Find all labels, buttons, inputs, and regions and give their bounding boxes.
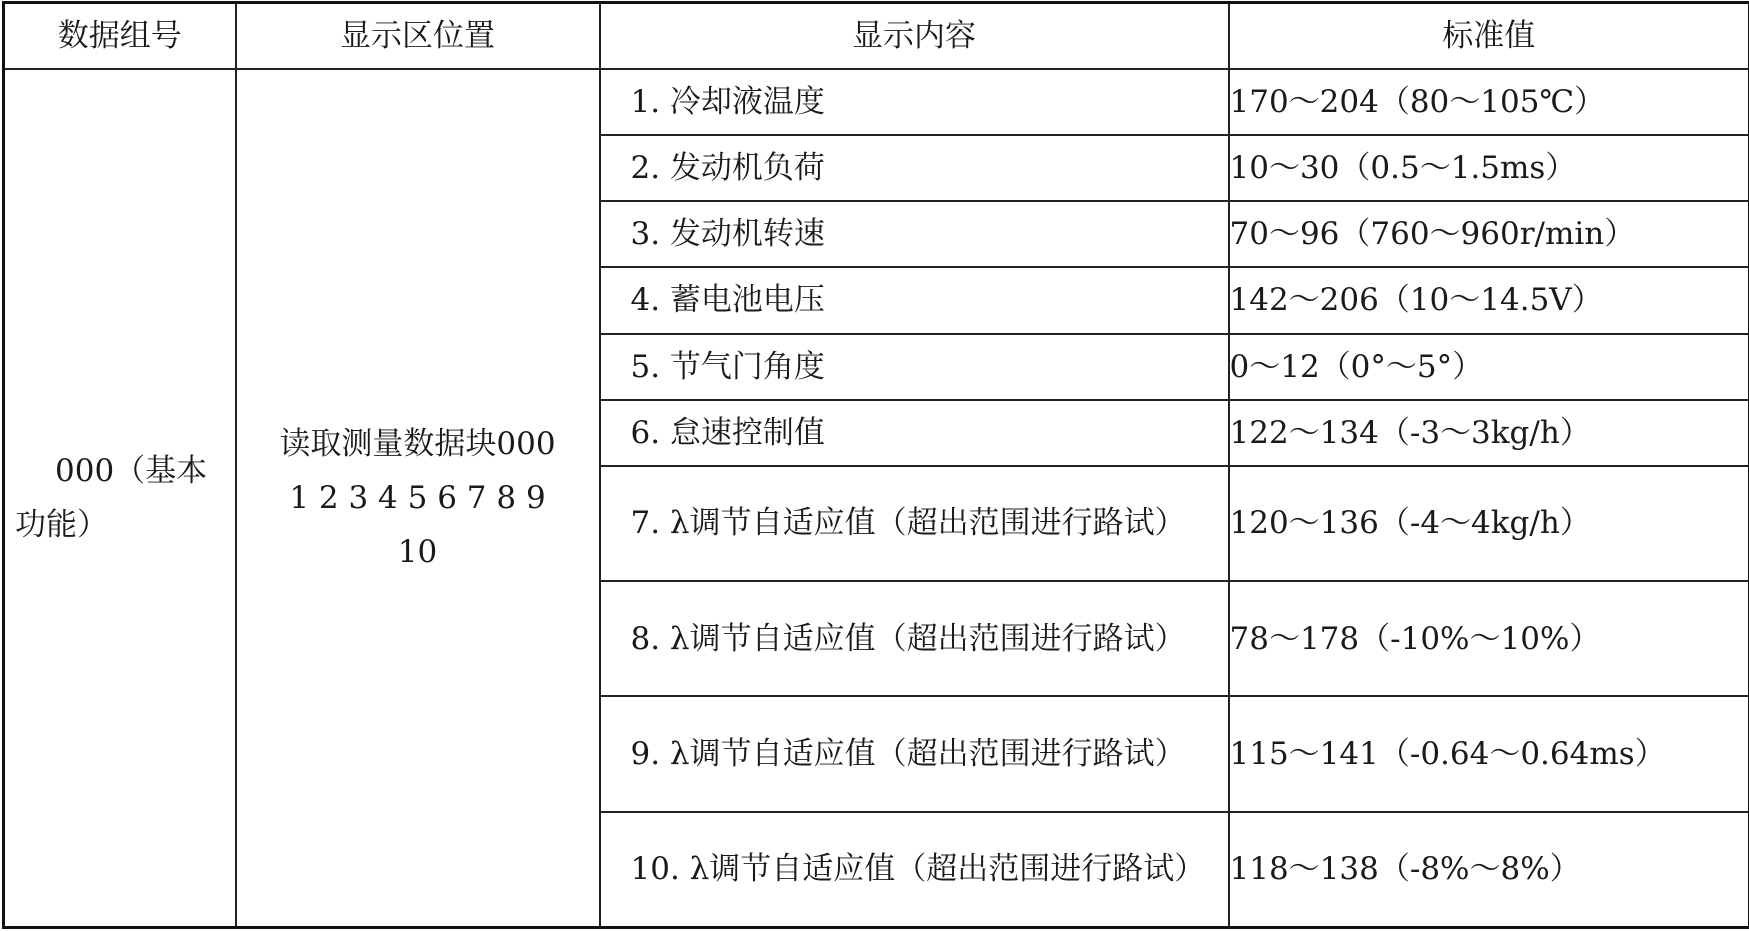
content-cell — [600, 135, 1229, 201]
standard-cell: 0～12（0°～5°） — [1229, 334, 1749, 400]
standard-cell: 78～178（-10%～10%） — [1229, 581, 1749, 696]
table-row — [4, 69, 1749, 135]
header-group-no: 数据组号 — [4, 3, 236, 70]
standard-cell: 122～134（-3～3kg/h） — [1229, 400, 1749, 466]
standard-cell: 118～138（-8%～8%） — [1229, 812, 1749, 928]
content-text: 9. λ调节自适应值（超出范围进行路试） — [630, 736, 1186, 772]
header-standard-value: 标准值 — [1229, 3, 1749, 70]
standard-cell: 70～96（760～960r/min） — [1229, 201, 1749, 267]
header-display-position: 显示区位置 — [236, 3, 600, 70]
content-text: 7. λ调节自适应值（超出范围进行路试） — [630, 505, 1186, 542]
content-cell — [600, 400, 1229, 466]
group-no-cell — [4, 69, 236, 928]
standard-cell: 115～141（-0.64～0.64ms） — [1229, 696, 1749, 811]
header-display-content: 显示内容 — [600, 3, 1229, 70]
standard-cell: 120～136（-4～4kg/h） — [1229, 466, 1749, 581]
display-position-text: 读取测量数据块000 1 2 3 4 5 6 7 8 9 10 — [279, 426, 556, 570]
group-no-text: 000（基本功能） — [15, 453, 208, 543]
data-table — [2, 1, 1749, 929]
content-text: 5. 节气门角度 — [630, 348, 825, 385]
content-text: 10. λ调节自适应值（超出范围进行路试） — [630, 851, 1206, 888]
content-text: 8. λ调节自适应值（超出范围进行路试） — [630, 620, 1186, 657]
content-text: 4. 蓄电池电压 — [630, 282, 825, 319]
content-cell — [600, 267, 1229, 333]
content-cell — [600, 812, 1229, 928]
standard-cell: 10～30（0.5～1.5ms） — [1229, 135, 1749, 201]
standard-cell: 170～204（80～105℃） — [1229, 69, 1749, 135]
content-text: 6. 怠速控制值 — [630, 414, 825, 451]
content-text: 3. 发动机转速 — [630, 216, 825, 253]
header-row — [4, 3, 1749, 70]
content-cell — [600, 466, 1229, 581]
content-cell — [600, 69, 1229, 135]
content-cell — [600, 581, 1229, 696]
content-text: 2. 发动机负荷 — [630, 150, 825, 187]
display-position-cell — [236, 69, 600, 928]
content-cell — [600, 334, 1229, 400]
content-text: 1. 冷却液温度 — [630, 84, 825, 121]
standard-cell: 142～206（10～14.5V） — [1229, 267, 1749, 333]
content-cell — [600, 696, 1229, 811]
content-cell — [600, 201, 1229, 267]
